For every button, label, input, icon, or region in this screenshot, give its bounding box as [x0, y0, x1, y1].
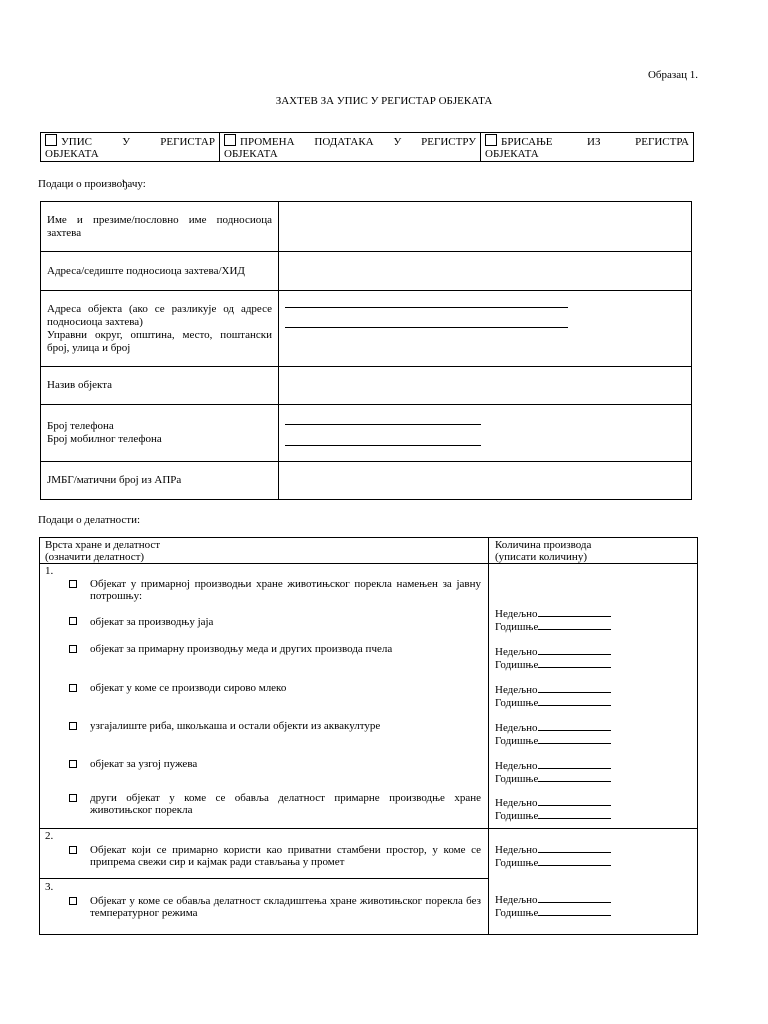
activity-item: објекат за узгој пужева — [90, 758, 198, 770]
weekly-field[interactable]: Недељно — [495, 645, 611, 659]
group-number: 2. — [45, 830, 54, 842]
activity-table — [39, 537, 698, 935]
yearly-field[interactable]: Годишње — [495, 856, 611, 870]
weekly-field[interactable]: Недељно — [495, 796, 611, 810]
group-number: 1. — [45, 565, 54, 577]
blank-line[interactable] — [285, 307, 568, 308]
producer-label: Адреса/седиште подносиоца захтева/ХИД — [41, 252, 279, 291]
producer-label: Име и презиме/пословно име подносиоца захтева — [41, 202, 279, 252]
producer-field[interactable] — [279, 367, 692, 405]
choice-label: УПИС У РЕГИСТАР — [61, 136, 215, 148]
weekly-field[interactable]: Недељно — [495, 893, 611, 907]
yearly-field[interactable]: Годишње — [495, 772, 611, 786]
producer-heading: Подаци о произвођачу: — [38, 178, 146, 190]
yearly-field[interactable]: Годишње — [495, 620, 611, 634]
yearly-field[interactable]: Годишње — [495, 906, 611, 920]
checkbox-icon[interactable] — [69, 580, 77, 588]
checkbox-icon[interactable] — [69, 794, 77, 802]
yearly-field[interactable]: Годишње — [495, 696, 611, 710]
column-divider — [488, 538, 489, 934]
choice-label-cont: ОБЈЕКАТА — [45, 148, 99, 160]
activity-item: узгајалиште риба, шкољкаша и остали објекти из аквакултуре — [90, 720, 381, 732]
yearly-field[interactable]: Годишње — [495, 658, 611, 672]
choice-label: ПРОМЕНА ПОДАТАКА У РЕГИСТРУ — [240, 136, 476, 148]
activity-item: објекат у коме се производи сирово млеко — [90, 682, 287, 694]
checkbox-icon[interactable] — [69, 722, 77, 730]
producer-field[interactable] — [279, 252, 692, 291]
blank-line[interactable] — [285, 424, 481, 425]
group-divider — [40, 828, 697, 829]
checkbox-icon[interactable] — [224, 134, 236, 146]
choice-register[interactable] — [41, 133, 220, 162]
producer-label: Број телефона Број мобилног телефона — [41, 405, 279, 462]
checkbox-icon[interactable] — [485, 134, 497, 146]
checkbox-icon[interactable] — [45, 134, 57, 146]
activity-item: Објекат у коме се обавља делатност складиштења хране животињског порекла без температурног режима — [90, 895, 481, 919]
checkbox-icon[interactable] — [69, 760, 77, 768]
choice-change[interactable] — [220, 133, 481, 162]
col1-header: Врста хране и делатност — [45, 539, 161, 551]
yearly-field[interactable]: Годишње — [495, 734, 611, 748]
blank-line[interactable] — [285, 327, 568, 328]
choice-label-cont: ОБЈЕКАТА — [485, 148, 539, 160]
group-number: 3. — [45, 881, 54, 893]
producer-field[interactable] — [279, 405, 692, 462]
producer-field[interactable] — [279, 291, 692, 367]
activity-item: објекат за производњу јаја — [90, 616, 214, 628]
request-type-table — [40, 132, 694, 162]
activity-item: Објекат у примарној производњи хране животињског порекла намењен за јавну потрошњу: — [90, 578, 481, 602]
col1-subheader: (означити делатност) — [45, 551, 145, 563]
col2-header: Количина производа — [495, 539, 592, 551]
weekly-field[interactable]: Недељно — [495, 843, 611, 857]
activity-item: други објекат у коме се обавља делатност примарне производње хране животињског порекла — [90, 792, 481, 816]
producer-table — [40, 201, 692, 500]
header-divider — [40, 563, 697, 564]
page-title: ЗАХТЕВ ЗА УПИС У РЕГИСТАР ОБЈЕКАТА — [275, 95, 493, 107]
choice-label-cont: ОБЈЕКАТА — [224, 148, 278, 160]
form-number-label: Образац 1. — [647, 69, 698, 81]
producer-field[interactable] — [279, 202, 692, 252]
checkbox-icon[interactable] — [69, 897, 77, 905]
weekly-field[interactable]: Недељно — [495, 683, 611, 697]
checkbox-icon[interactable] — [69, 846, 77, 854]
producer-label: Назив објекта — [41, 367, 279, 405]
choice-label: БРИСАЊЕ ИЗ РЕГИСТРА — [501, 136, 689, 148]
weekly-field[interactable]: Недељно — [495, 759, 611, 773]
producer-label: ЈМБГ/матични број из АПРа — [41, 462, 279, 500]
checkbox-icon[interactable] — [69, 617, 77, 625]
producer-label: Адреса објекта (ако се разликује од адресе подносиоца захтева) Управни округ, општина, место, поштански број, улица и број — [41, 291, 279, 367]
activity-item: објекат за примарну производњу меда и других производа пчела — [90, 643, 393, 655]
checkbox-icon[interactable] — [69, 645, 77, 653]
weekly-field[interactable]: Недељно — [495, 721, 611, 735]
yearly-field[interactable]: Годишње — [495, 809, 611, 823]
activity-heading: Подаци о делатности: — [38, 514, 141, 526]
col2-subheader: (уписати количину) — [495, 551, 587, 563]
producer-field[interactable] — [279, 462, 692, 500]
blank-line[interactable] — [285, 445, 481, 446]
choice-delete[interactable] — [481, 133, 694, 162]
group-divider — [40, 878, 488, 879]
activity-item: Објекат који се примарно користи као приватни стамбени простор, у коме се припрема свежи сир и кајмак ради стављања у промет — [90, 844, 481, 868]
checkbox-icon[interactable] — [69, 684, 77, 692]
weekly-field[interactable]: Недељно — [495, 607, 611, 621]
